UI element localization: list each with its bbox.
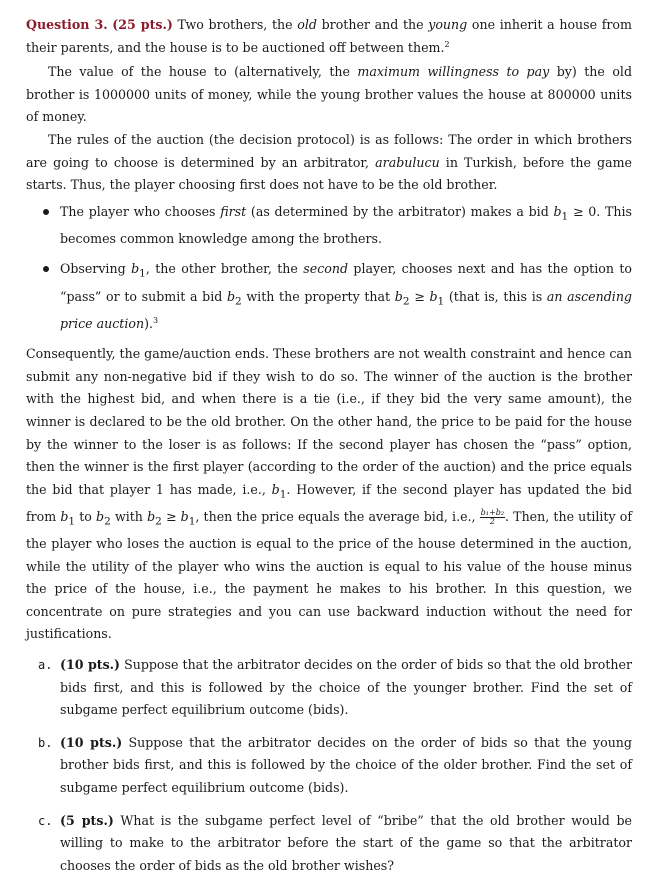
list-item: The player who chooses first (as determined by the arbitrator) makes a bid $b_1 \ge 0$. This becomes common knowledge among the brothers. xyxy=(60,201,632,251)
paragraph-auction-rules: Consequently, the game/auction ends. These brothers are not wealth constraint and hence can submit any non-negative bid if they wish to do so. The winner of the auction is the brother with the highest bid, and when there is a tie (i.e., if they bid the very same amount), the winner is declared to be the old brother. On the other hand, the price to be paid for the house by the winner to the loser is as follows: If the second player has chosen the “pass” option, then the winner is the first player (according to the order of the auction) and the price equals the bid that player 1 has made, i.e., $b_1$. However, if the second player has updated the bid from $b_1$ to $b_2$ with $b_2 \ge b_1$, then the price equals the average bid, i.e., $\frac{\text{b₁+b₂}}{2}$ . Then, the utility of the player who loses the auction is equal to the price of the house determined in the auction, while the utility of the player who wins the auction is equal to his value of the house minus the price of the house, i.e., the payment he makes to his brother. In this question, we concentrate on pure strategies and you can use backward induction without the need for justifications. xyxy=(26,346,633,642)
question-part-a: a. (10 pts.) Suppose that the arbitrator decides on the order of bids so that the old brother bids first, and this is followed by the choice of the younger brother. Find the set of subgame perfect equilibrium outcome (bids). xyxy=(60,654,632,722)
rules-list xyxy=(26,201,632,336)
bullet-icon xyxy=(43,266,49,272)
average-bid-fraction: $\frac{\text{b₁+b₂}}{2}$ xyxy=(480,507,505,526)
question-intro: Question 3. (25 pts.) Two brothers, the old brother and the young one inherit a house from their parents, and the house is to be auctioned off between them.$^2$ xyxy=(26,17,632,55)
part-label: a. xyxy=(38,658,53,673)
paragraph-rules: The rules of the auction (the decision protocol) is as follows: The order in which brothers are going to choose is determined by an arbitrator, arabulucu in Turkish, before the game starts. Thus, the player choosing first does not have to be the old brother. xyxy=(26,131,632,193)
footnote-marker: 3 xyxy=(153,315,159,325)
part-label: c. xyxy=(38,813,53,828)
paragraph-values: The value of the house to (alternatively, the maximum willingness to pay by) the old brother is 1000000 units of money, while the young brother values the house at 800000 units of money. xyxy=(26,64,633,125)
footnote-marker: 2 xyxy=(444,39,450,49)
question-points: (25 pts.) xyxy=(112,17,173,32)
bullet-icon xyxy=(43,209,49,215)
list-item: Observing $b_1$, the other brother, the second player, chooses next and has the option to “pass” or to submit a bid $b_2$ with the property that $b_2 \ge b_1$ (that is, this is an ascending price auction).$^3$ xyxy=(60,258,632,335)
part-label: b. xyxy=(38,735,53,750)
question-part-b: b. (10 pts.) Suppose that the arbitrator decides on the order of bids so that the young brother bids first, and this is followed by the choice of the older brother. Find the set of subgame perfect equilibrium outcome (bids). xyxy=(60,732,632,800)
question-title: Question 3. xyxy=(26,17,108,32)
question-part-c: c. (5 pts.) What is the subgame perfect level of “bribe” that the old brother would be willing to make to the arbitrator before the start of the game so that the arbitrator chooses the order of bids as the old brother wishes? xyxy=(60,810,632,877)
question-parts xyxy=(26,654,632,877)
